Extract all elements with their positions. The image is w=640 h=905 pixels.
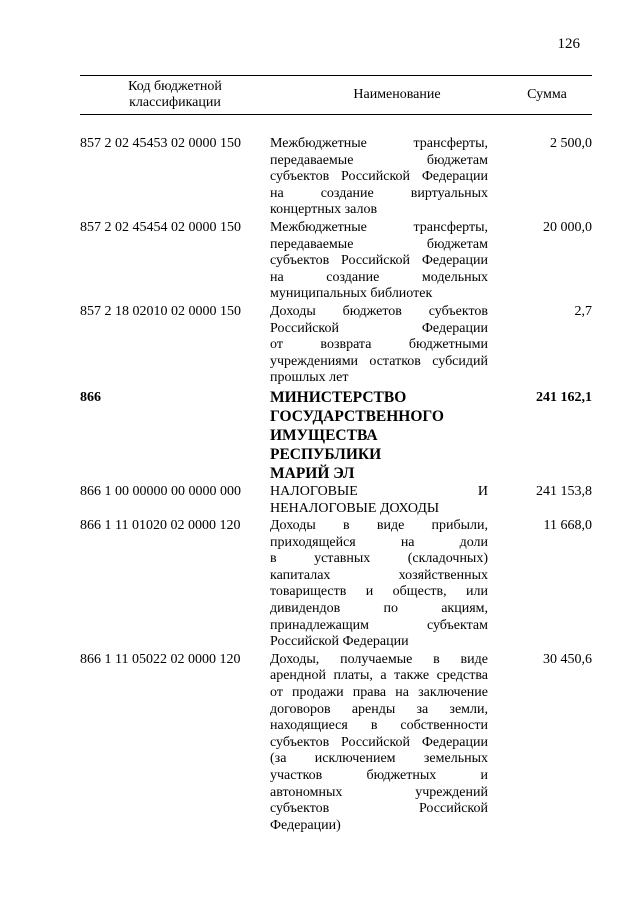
item-name-line: участков бюджетных и — [270, 768, 488, 783]
item-name-line: передаваемые бюджетам — [270, 152, 488, 168]
table-row — [80, 652, 592, 835]
table-body — [80, 136, 592, 835]
item-name-line: МИНИСТЕРСТВО — [270, 388, 407, 406]
budget-code: 866 1 00 00000 00 0000 000 — [80, 483, 241, 499]
table-row — [80, 136, 592, 219]
table-row — [80, 518, 592, 651]
item-name-line: Межбюджетные трансферты, — [270, 136, 488, 151]
item-name-line: на создание виртуальных — [270, 185, 488, 201]
item-name-line: Российской Федерации — [270, 320, 488, 336]
table-row — [80, 388, 592, 483]
item-name-line: учреждениями остатков субсидий — [270, 353, 488, 369]
item-name-line: субъектов Российской — [270, 801, 488, 817]
item-name-line: Доходы, получаемые в виде — [270, 651, 488, 667]
item-name-line: субъектов Российской Федерации — [270, 169, 488, 185]
amount: 30 450,6 — [543, 651, 592, 667]
item-name — [270, 136, 488, 219]
budget-code: 857 2 02 45454 02 0000 150 — [80, 219, 241, 235]
item-name-line: дивидендов по акциям, — [270, 601, 488, 617]
item-name-line: на создание модельных — [270, 269, 488, 285]
code-header-line2: классификации — [129, 95, 221, 110]
item-name-line: Доходы в виде прибыли, — [270, 518, 488, 534]
item-name — [270, 484, 488, 517]
amount: 20 000,0 — [543, 219, 592, 235]
item-name-line: от продажи права на заключение — [270, 685, 488, 701]
item-name-line: арендной платы, а также средства — [270, 668, 488, 684]
item-name-line: Доходы бюджетов субъектов — [270, 303, 488, 319]
item-name-line: МАРИЙ ЭЛ — [270, 464, 355, 482]
item-name-line: капиталах хозяйственных — [270, 567, 488, 583]
table-row — [80, 484, 592, 517]
item-name-line: передаваемые бюджетам — [270, 236, 488, 252]
item-name-line: ИМУЩЕСТВА РЕСПУБЛИКИ — [270, 426, 382, 463]
item-name-line: концертных залов — [270, 202, 378, 218]
item-name-line: субъектов Российской Федерации — [270, 253, 488, 269]
budget-code: 857 2 18 02010 02 0000 150 — [80, 303, 241, 319]
item-name-line: ГОСУДАРСТВЕННОГО — [270, 407, 444, 425]
item-name — [270, 652, 488, 835]
item-name-line: Федерации) — [270, 817, 341, 833]
budget-code: 866 — [80, 389, 101, 405]
amount: 11 668,0 — [543, 518, 592, 534]
amount: 241 153,8 — [536, 483, 592, 499]
item-name-line: (за исключением земельных — [270, 751, 488, 767]
budget-code: 866 1 11 01020 02 0000 120 — [80, 518, 241, 534]
item-name — [270, 304, 488, 387]
item-name — [270, 518, 488, 651]
amount: 2 500,0 — [550, 136, 592, 151]
item-name — [270, 220, 488, 303]
item-name-line: от возврата бюджетными — [270, 337, 488, 353]
table-row — [80, 304, 592, 387]
item-name-line: товариществ и обществ, или — [270, 584, 488, 600]
amount: 241 162,1 — [536, 389, 592, 405]
code-header-line1: Код бюджетной — [128, 79, 222, 94]
budget-code: 866 1 11 05022 02 0000 120 — [80, 651, 241, 667]
column-header-name: Наименование — [353, 87, 441, 102]
column-header-sum: Сумма — [527, 87, 567, 102]
column-header-code — [80, 76, 270, 114]
item-name-line: субъектов Российской Федерации — [270, 734, 488, 750]
budget-code: 857 2 02 45453 02 0000 150 — [80, 136, 241, 151]
amount: 2,7 — [574, 303, 592, 319]
item-name-line: автономных учреждений — [270, 784, 488, 800]
page-number: 126 — [557, 36, 580, 52]
item-name-line: договоров аренды за земли, — [270, 701, 488, 717]
item-name-line: НАЛОГОВЫЕ И — [270, 483, 488, 499]
item-name-line: принадлежащим субъектам — [270, 617, 488, 633]
item-name-line: прошлых лет — [270, 370, 349, 386]
item-name-line: НЕНАЛОГОВЫЕ ДОХОДЫ — [270, 500, 440, 516]
item-name-line: находящиеся в собственности — [270, 718, 488, 734]
item-name-line: Межбюджетные трансферты, — [270, 219, 488, 235]
item-name-line: муниципальных библиотек — [270, 286, 433, 302]
item-name-line: Российской Федерации — [270, 634, 409, 650]
item-name-line: приходящейся на доли — [270, 534, 488, 550]
item-name — [270, 388, 488, 483]
item-name-line: в уставных (складочных) — [270, 551, 488, 567]
table-header — [80, 75, 592, 115]
table-row — [80, 220, 592, 303]
